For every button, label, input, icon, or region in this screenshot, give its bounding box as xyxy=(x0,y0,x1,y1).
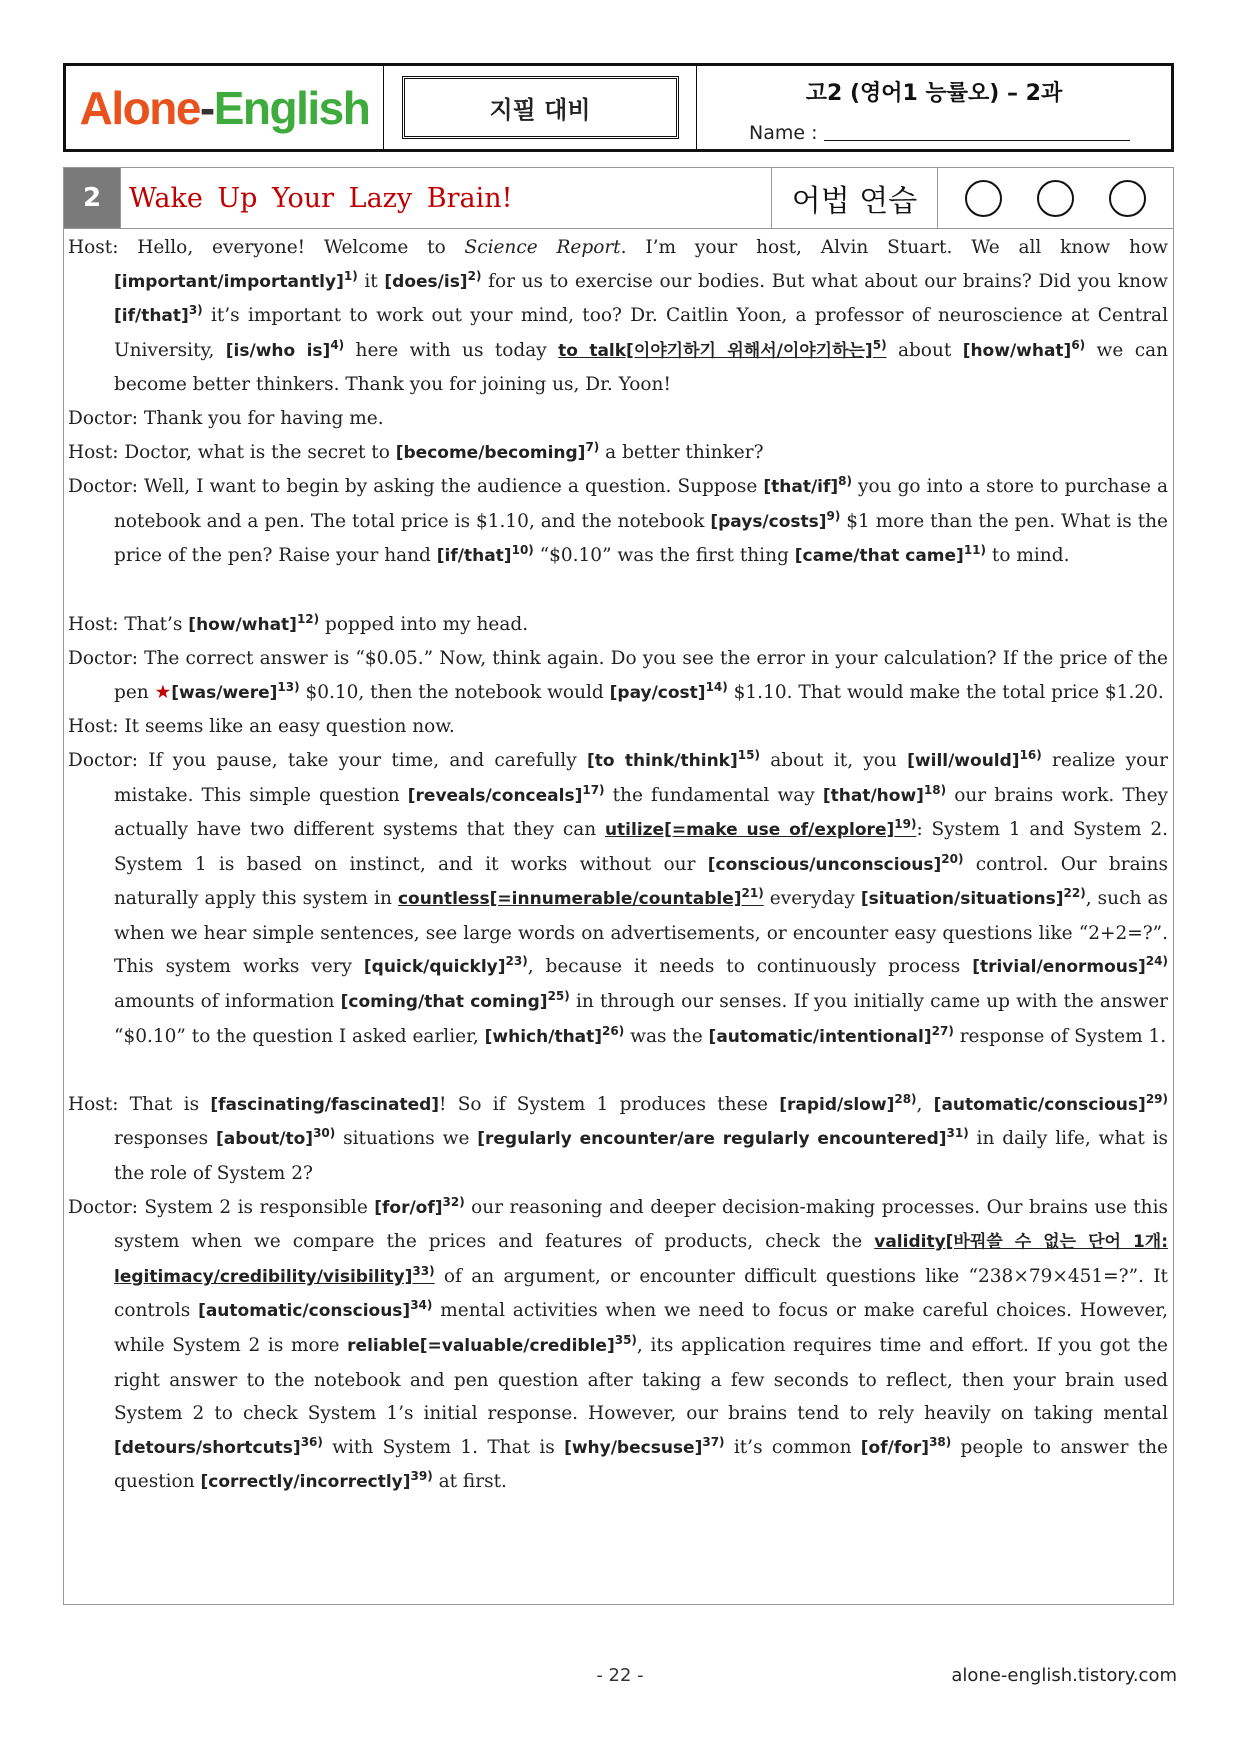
logo: Alone - English xyxy=(66,66,384,149)
grammar-choice[interactable]: [reveals/conceals] xyxy=(407,785,583,806)
dialogue-line-host: Host: Hello, everyone! Welcome to Science Report. I’m your host, Alvin Stuart. We all know how [important/importantly]$^{1)}$ it [does/is]$^{2)}$ for us to exercise our bodies. But what about our brains? Did you know [if/that]$^{3)}$ it’s important to work out your mind, too? Dr. Caitlin Yoon, a professor of neuroscience at Central University, [is/who is]$^{4)}$ here with us today to talk[이야기하기 위해서/이야기하는]$^{5)}$ about [how/what]$^{6)}$ we can become better thinkers. Thank you for joining us, Dr. Yoon! xyxy=(68,237,1169,396)
dialogue-line-host: Host: That’s [how/what]$^{12)}$ popped into my head. xyxy=(68,611,529,635)
name-blank-line[interactable] xyxy=(824,140,1130,141)
name-field[interactable]: Name : xyxy=(749,122,1130,144)
vocab-choice[interactable]: utilize[=make use of/explore] xyxy=(604,820,895,841)
grammar-choice[interactable]: [which/that] xyxy=(484,1026,603,1047)
dialogue-line-doctor: Doctor: Well, I want to begin by asking the audience a question. Suppose [that/if]$^{8)}$ you go into a store to purchase a notebook and a pen. The total price is $1.10, and the notebook [pays/costs]$^{9)}$ $1 more than the pen. What is the price of the pen? Raise your hand [if/that]$^{10)}$ “$0.10” was the first thing [came/that came]$^{11)}$ to mind. xyxy=(68,474,1168,567)
grammar-choice[interactable]: [automatic/conscious] xyxy=(933,1094,1146,1115)
vocab-choice[interactable]: reliable[=valuable/credible] xyxy=(347,1336,615,1356)
grammar-choice[interactable]: [situation/situations] xyxy=(860,889,1064,910)
speaker-label: Doctor: xyxy=(68,1196,138,1218)
grammar-choice[interactable]: [trivial/enormous] xyxy=(972,957,1146,978)
dialogue-line-doctor: Doctor: The correct answer is “$0.05.” Now, think again. Do you see the error in your calculation? If the price of the pen ★[was/were]$^{13)}$ $0.10, then the notebook would $[pay/\cos t]^{14)}$ $1.10. That would make the total price $1.20. xyxy=(68,648,1168,703)
grammar-choice[interactable]: [if/that] xyxy=(436,546,512,567)
dialogue-line-host: Host: Doctor, what is the secret to [become/becoming]$^{7)}$ a better thinker? xyxy=(68,439,764,463)
lesson-number: 2 xyxy=(64,168,121,228)
grammar-choice[interactable]: [become/becoming] xyxy=(395,442,586,463)
speaker-label: Host: xyxy=(68,613,119,635)
grammar-choice[interactable]: [will/would] xyxy=(907,750,1020,771)
check-circles xyxy=(938,168,1173,228)
grammar-choice[interactable]: [detours/shortcuts] xyxy=(114,1437,301,1458)
grammar-choice[interactable]: [if/that] xyxy=(114,306,189,327)
grammar-choice[interactable]: [correctly/incorrectly] xyxy=(200,1472,411,1493)
check-circle[interactable] xyxy=(1109,180,1146,217)
grammar-choice[interactable]: [fascinating/fascinated] xyxy=(210,1094,440,1115)
course-title: 고2 (영어1 능률오) – 2과 xyxy=(805,81,1063,106)
dialogue-line-doctor: Doctor: System 2 is responsible $[for/of]^{32)}$ our reasoning and deeper decision-making processes. Our brains use this system when we compare the prices and features of products, check the validity[바꿔쓸 수 없는 단어 1개: legitimacy/credibility/visibility]$^{33)}$ of an argument, or encounter difficult questions like “238×79×451=?”. It controls [automatic/conscious]$^{34)}$ mental activities when we need to focus or make careful choices. However, while System 2 is more reliable[=valuable/credible]$^{35)}$, its application requires time and effort. If you got the right answer to the notebook and pen question after taking a few seconds to reflect, then your brain used System 2 to check System 1’s initial response. However, our brains tend to rely heavily on taking mental [detours/shortcuts]$^{36)}$ with System 1. That is [why/becsuse]$^{37)}$ it’s common $[of/for]^{38)}$ people to answer the question [correctly/incorrectly]$^{39)}$ at first. xyxy=(68,1194,1169,1493)
speaker-label: Host: xyxy=(68,1093,119,1115)
star-icon: ★ xyxy=(154,681,172,703)
grammar-choice[interactable]: [is/who is] xyxy=(225,340,331,361)
grammar-choice[interactable]: [that/how] xyxy=(822,785,924,806)
paragraph-gap xyxy=(68,574,1168,608)
lesson-title: Wake Up Your Lazy Brain! xyxy=(121,168,772,228)
check-circle[interactable] xyxy=(965,180,1002,217)
lesson-title-bar xyxy=(63,167,1174,229)
grammar-choice[interactable]: [to think/think] xyxy=(586,750,738,771)
speaker-label: Doctor: xyxy=(68,407,138,429)
grammar-choice[interactable]: [why/becsuse] xyxy=(564,1437,703,1458)
exam-prep-label: 지필 대비 xyxy=(402,76,679,139)
grammar-choice[interactable]: [conscious/unconscious] xyxy=(707,854,942,875)
exam-prep-cell xyxy=(384,66,697,149)
grammar-choice[interactable]: [rapid/slow] xyxy=(779,1094,895,1115)
vocab-choice[interactable]: countless[=innumerable/countable] xyxy=(397,889,742,910)
worksheet-header xyxy=(63,63,1174,152)
practice-label: 어법 연습 xyxy=(772,168,938,228)
speaker-label: Doctor: xyxy=(68,749,138,771)
speaker-label: Doctor: xyxy=(68,476,138,498)
grammar-choice[interactable]: [came/that came] xyxy=(794,546,964,567)
grammar-choice[interactable]: [regularly encounter/are regularly encountered] xyxy=(477,1129,947,1150)
grammar-choice[interactable]: [quick/quickly] xyxy=(363,957,506,978)
speaker-label: Doctor: xyxy=(68,648,138,670)
grammar-choice[interactable]: [about/to] xyxy=(215,1129,314,1150)
dialogue-line-doctor: Doctor: If you pause, take your time, and carefully [to think/think]$^{15)}$ about it, you [will/would]$^{16)}$ realize your mistake. This simple question [reveals/conceals]$^{17)}$ the fundamental way [that/how]$^{18)}$ our brains work. They actually have two different systems that they can utilize[=make use of/explore]$^{19)}$: System 1 and System 2. System 1 is based on instinct, and it works without our [conscious/unconscious]$^{20)}$ control. Our brains naturally apply this system in countless[=innumerable/countable]$^{21)}$ everyday [situation/situations]$^{22)}$, such as when we hear simple sentences, see large words on advertisements, or encounter easy questions like “2+2=?”. This system works very [quick/quickly]$^{23)}$, because it needs to continuously process [trivial/enormous]$^{24)}$ amounts of information [coming/that coming]$^{25)}$ in through our senses. If you initially came up with the answer “$0.10” to the question I asked earlier, [which/that]$^{26)}$ was the [automatic/intentional]$^{27)}$ response of System 1. xyxy=(68,747,1168,1047)
paragraph-gap xyxy=(68,1054,1168,1088)
grammar-choice[interactable]: [automatic/intentional] xyxy=(708,1026,932,1047)
vocab-choice[interactable]: validity[바꿔쓸 수 없는 단어 1개: legitimacy/credibility/visibility] xyxy=(114,1232,1169,1287)
speaker-label: Host: xyxy=(68,237,119,258)
grammar-choice[interactable]: [important/importantly] xyxy=(114,271,344,292)
check-circle[interactable] xyxy=(1037,180,1074,217)
grammar-choice[interactable]: [automatic/conscious] xyxy=(198,1301,411,1322)
vocab-choice[interactable]: to talk[이야기하기 위해서/이야기하는] xyxy=(558,340,873,361)
page-number: - 22 - xyxy=(596,1665,644,1686)
grammar-choice[interactable]: [that/if] xyxy=(763,477,839,498)
grammar-choice[interactable]: [of/for] xyxy=(860,1437,930,1458)
grammar-choice[interactable]: [does/is] xyxy=(384,271,468,292)
speaker-label: Host: xyxy=(68,716,119,738)
passage-body xyxy=(68,231,1168,1500)
dialogue-line-host: Host: It seems like an easy question now. xyxy=(68,716,455,738)
grammar-choice[interactable]: [coming/that coming] xyxy=(340,992,548,1013)
grammar-choice[interactable]: [pay/cost] xyxy=(609,682,706,703)
dialogue-line-host: Host: That is [fascinating/fascinated]! So if System 1 produces these [rapid/slow]$^{28)}$, [automatic/conscious]$^{29)}$ responses [about/to]$^{30)}$ situations we [regularly encounter/are regularly encountered]$^{31)}$ in daily life, what is the role of System 2? xyxy=(68,1091,1168,1185)
dialogue-line-doctor: Doctor: Thank you for having me. xyxy=(68,407,384,429)
speaker-label: Host: xyxy=(68,441,119,463)
grammar-choice[interactable]: [for/of] xyxy=(374,1197,443,1218)
grammar-choice[interactable]: [how/what] xyxy=(188,614,297,635)
grammar-choice[interactable]: [pays/costs] xyxy=(710,511,827,532)
site-url[interactable]: alone-english.tistory.com xyxy=(951,1665,1177,1686)
grammar-choice[interactable]: [how/what] xyxy=(962,340,1072,361)
course-info xyxy=(697,66,1171,149)
grammar-choice[interactable]: [was/were] xyxy=(171,682,278,703)
